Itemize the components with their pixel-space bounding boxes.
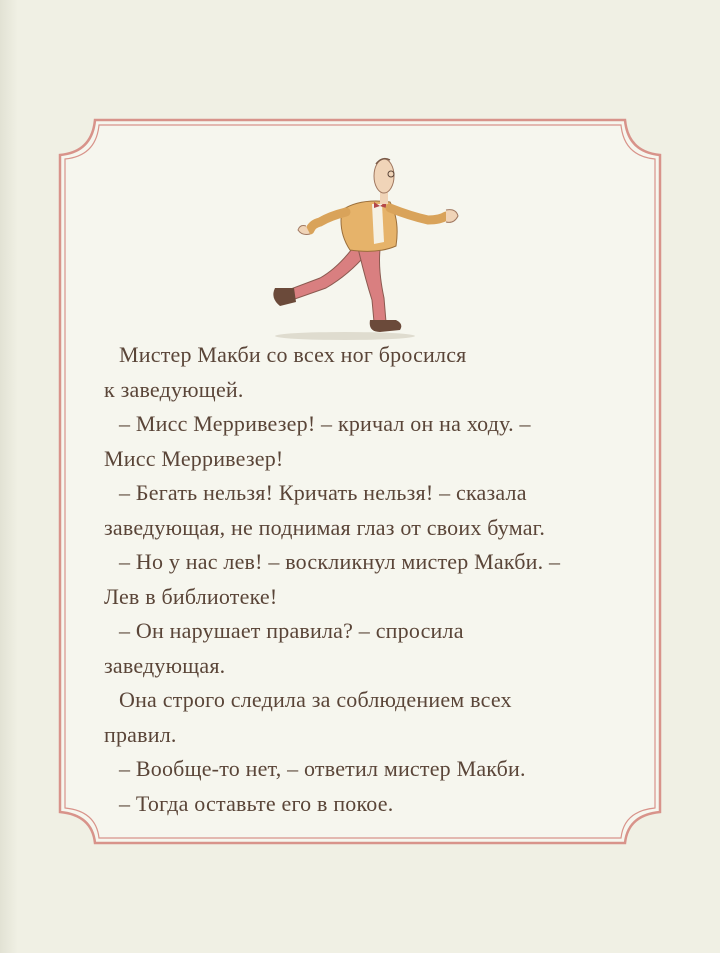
story-line: правил.	[104, 721, 177, 747]
story-line: – Мисс Мерривезер! – кричал он на ходу. –	[119, 411, 531, 436]
story-line: Мисс Мерривезер!	[104, 445, 284, 471]
story-line: заведующая, не поднимая глаз от своих бумаг.	[104, 514, 546, 540]
story-line: к заведующей.	[104, 376, 244, 402]
story-line: – Бегать нельзя! Кричать нельзя! – сказала	[119, 480, 527, 505]
story-text	[104, 338, 644, 821]
running-man-icon	[250, 150, 480, 350]
story-line: – Но у нас лев! – воскликнул мистер Макби. –	[119, 549, 561, 574]
story-line: Лев в библиотеке!	[104, 583, 278, 609]
story-line: – Он нарушает правила? – спросила	[119, 618, 464, 643]
story-line: – Вообще-то нет, – ответил мистер Макби.	[119, 756, 526, 781]
story-line: – Тогда оставьте его в покое.	[119, 790, 394, 816]
story-line: Она строго следила за соблюдением всех	[119, 687, 512, 712]
story-line: Мистер Макби со всех ног бросился	[119, 342, 467, 367]
story-line: заведующая.	[104, 652, 226, 678]
